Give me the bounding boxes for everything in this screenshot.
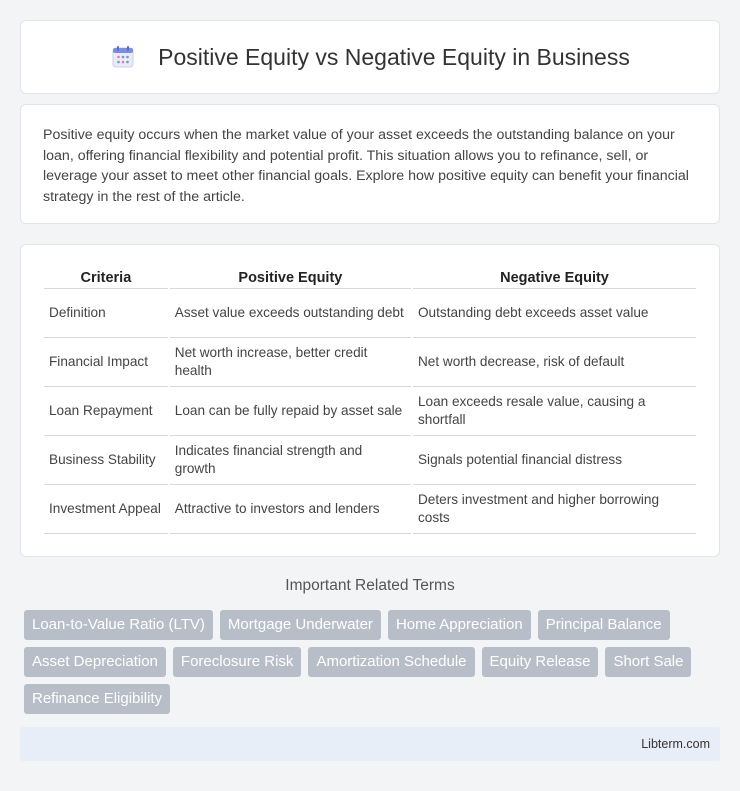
row-negative: Loan exceeds resale value, causing a shortfall — [413, 387, 696, 436]
related-tag[interactable]: Loan-to-Value Ratio (LTV) — [24, 610, 213, 640]
related-tag[interactable]: Asset Depreciation — [24, 647, 166, 677]
row-positive: Attractive to investors and lenders — [170, 485, 411, 534]
related-tag[interactable]: Home Appreciation — [388, 610, 531, 640]
row-negative: Deters investment and higher borrowing costs — [413, 485, 696, 534]
table-row — [44, 436, 696, 485]
related-terms-title: Important Related Terms — [285, 577, 455, 594]
related-tag[interactable]: Mortgage Underwater — [220, 610, 381, 640]
row-criteria: Loan Repayment — [44, 387, 168, 436]
table-header-row — [44, 267, 696, 289]
footer-brand-link[interactable]: Libterm.com — [641, 737, 710, 751]
row-criteria: Investment Appeal — [44, 485, 168, 534]
row-criteria: Definition — [44, 289, 168, 338]
related-tag[interactable]: Principal Balance — [538, 610, 670, 640]
table-row — [44, 387, 696, 436]
row-positive: Indicates financial strength and growth — [170, 436, 411, 485]
table-row — [44, 338, 696, 387]
intro-card — [20, 104, 720, 224]
calendar-icon — [110, 44, 136, 70]
row-positive: Net worth increase, better credit health — [170, 338, 411, 387]
row-positive: Asset value exceeds outstanding debt — [170, 289, 411, 338]
row-negative: Net worth decrease, risk of default — [413, 338, 696, 387]
related-tag[interactable]: Amortization Schedule — [308, 647, 474, 677]
header-positive-equity: Positive Equity — [170, 267, 411, 289]
row-criteria: Business Stability — [44, 436, 168, 485]
header-criteria: Criteria — [44, 267, 168, 289]
table-row — [44, 485, 696, 534]
comparison-table — [42, 267, 698, 534]
page-title: Positive Equity vs Negative Equity in Business — [158, 43, 630, 70]
row-negative: Signals potential financial distress — [413, 436, 696, 485]
header-negative-equity: Negative Equity — [413, 267, 696, 289]
row-positive: Loan can be fully repaid by asset sale — [170, 387, 411, 436]
comparison-table-card — [20, 244, 720, 557]
intro-text: Positive equity occurs when the market value of your asset exceeds the outstanding balance on your loan, offering financial flexibility and potential profit. This situation allows you to refinance, sell, or leverage your asset to meet other financial goals. Explore how positive equity can benefit your financial strategy in the rest of the article. — [43, 127, 689, 205]
table-row — [44, 289, 696, 338]
footer — [20, 727, 720, 761]
related-tag[interactable]: Foreclosure Risk — [173, 647, 302, 677]
row-criteria: Financial Impact — [44, 338, 168, 387]
related-tag[interactable]: Equity Release — [482, 647, 599, 677]
related-tag[interactable]: Short Sale — [605, 647, 691, 677]
related-terms-tags — [24, 610, 724, 714]
header-card — [20, 20, 720, 94]
row-negative: Outstanding debt exceeds asset value — [413, 289, 696, 338]
related-tag[interactable]: Refinance Eligibility — [24, 684, 170, 714]
